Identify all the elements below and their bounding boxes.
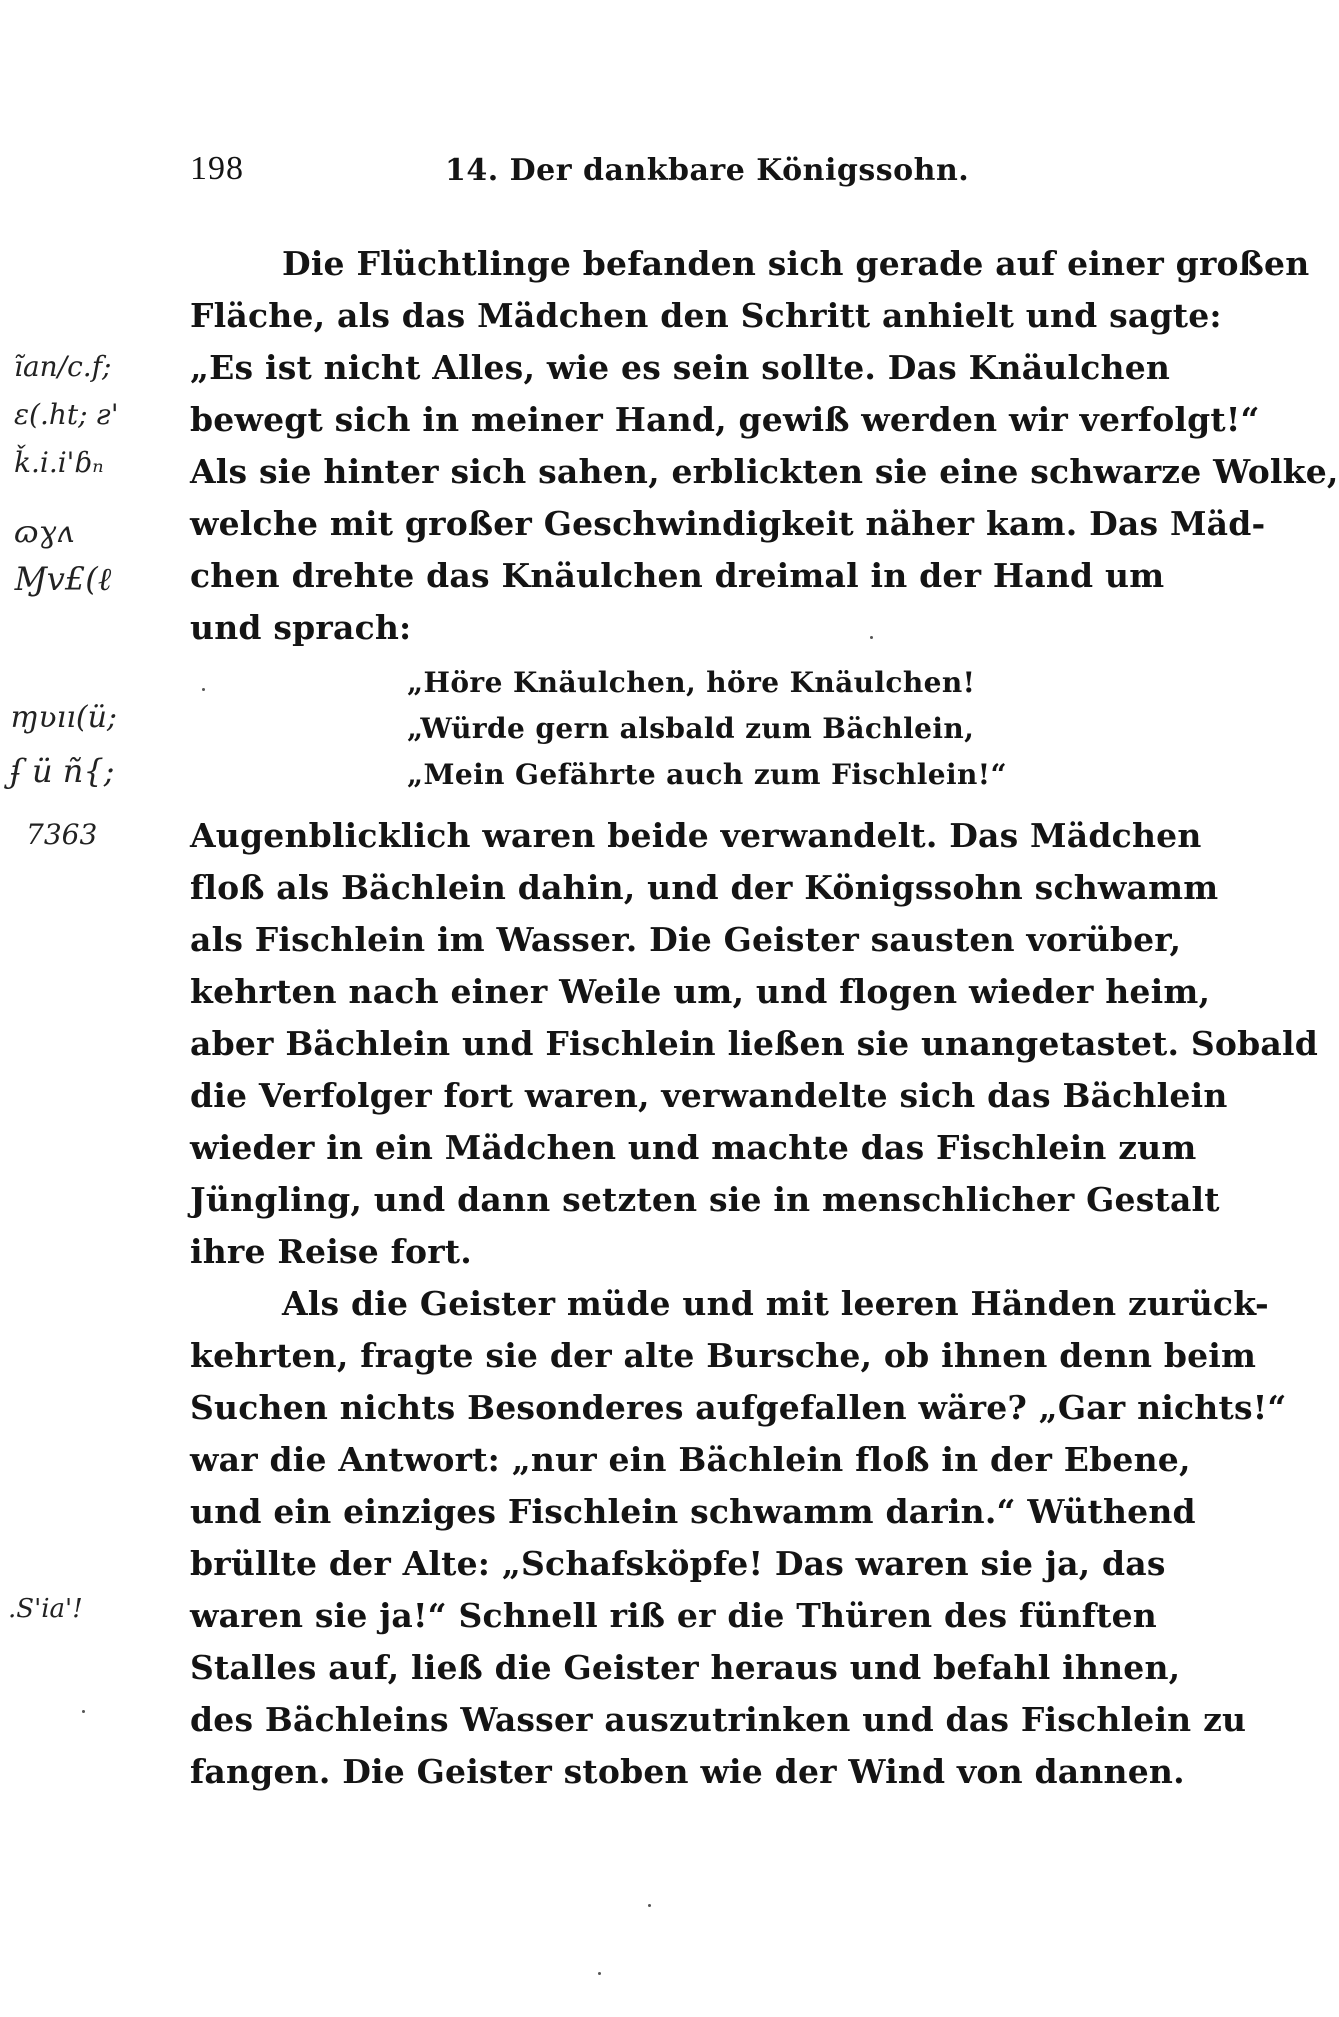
text-line: Als die Geister müde und mit leeren Händen zurück-	[282, 1284, 1269, 1323]
handwritten-note: Ɱv£(ℓ	[14, 560, 112, 598]
text-line: „Es ist nicht Alles, wie es sein sollte. Das Knäulchen	[190, 348, 1171, 387]
handwritten-note: ǩ.i.i'ɓₙ	[14, 446, 104, 479]
text-line: ihre Reise fort.	[190, 1232, 472, 1271]
text-line: Die Flüchtlinge befanden sich gerade auf einer großen	[282, 244, 1310, 283]
verse-line: „Höre Knäulchen, höre Knäulchen!	[407, 666, 976, 699]
page-speck	[870, 636, 873, 639]
text-line: Stalles auf, ließ die Geister heraus und befahl ihnen,	[190, 1648, 1181, 1687]
handwritten-note: 7363	[26, 818, 98, 851]
text-line: und sprach:	[190, 608, 412, 647]
handwritten-note: ɱʋıı(ü;	[10, 700, 118, 735]
text-line: und ein einziges Fischlein schwamm darin.“ Wüthend	[190, 1492, 1196, 1531]
handwritten-note: ɛ(.ht; ƨ'	[14, 398, 119, 431]
verse-line: „Mein Gefährte auch zum Fischlein!“	[407, 758, 1007, 791]
text-line: kehrten nach einer Weile um, und flogen wieder heim,	[190, 972, 1211, 1011]
verse-line: „Würde gern alsbald zum Bächlein,	[407, 712, 975, 745]
text-line: floß als Bächlein dahin, und der Königssohn schwamm	[190, 868, 1219, 907]
page-number: 198	[190, 150, 244, 187]
text-line: war die Antwort: „nur ein Bächlein floß in der Ebene,	[190, 1440, 1191, 1479]
text-line: waren sie ja!“ Schnell riß er die Thüren des fünften	[190, 1596, 1157, 1635]
running-title: 14. Der dankbare Königssohn.	[445, 153, 970, 188]
text-line: wieder in ein Mädchen und machte das Fischlein zum	[190, 1128, 1197, 1167]
handwritten-note: ĩan/c.f;	[14, 350, 112, 383]
page-speck	[598, 1972, 601, 1975]
handwritten-note: ɷɣʌ	[14, 515, 74, 550]
text-line: aber Bächlein und Fischlein ließen sie unangetastet. Sobald	[190, 1024, 1318, 1063]
page-header	[190, 150, 1130, 200]
text-line: chen drehte das Knäulchen dreimal in der Hand um	[190, 556, 1165, 595]
page-speck	[648, 1904, 651, 1907]
handwritten-note: ʄ ü ñ{;	[10, 752, 115, 790]
text-line: Fläche, als das Mädchen den Schritt anhielt und sagte:	[190, 296, 1222, 335]
text-line: welche mit großer Geschwindigkeit näher kam. Das Mäd-	[190, 504, 1266, 543]
text-line: Augenblicklich waren beide verwandelt. Das Mädchen	[190, 816, 1202, 855]
text-line: Jüngling, und dann setzten sie in menschlicher Gestalt	[190, 1180, 1220, 1219]
text-line: als Fischlein im Wasser. Die Geister sausten vorüber,	[190, 920, 1182, 959]
text-line: bewegt sich in meiner Hand, gewiß werden wir verfolgt!“	[190, 400, 1260, 439]
text-line: fangen. Die Geister stoben wie der Wind von dannen.	[190, 1752, 1185, 1791]
text-line: brüllte der Alte: „Schafsköpfe! Das waren sie ja, das	[190, 1544, 1166, 1583]
handwritten-note: .S'ia'!	[8, 1594, 83, 1624]
text-line: des Bächleins Wasser auszutrinken und das Fischlein zu	[190, 1700, 1247, 1739]
text-line: die Verfolger fort waren, verwandelte sich das Bächlein	[190, 1076, 1228, 1115]
text-line: kehrten, fragte sie der alte Bursche, ob ihnen denn beim	[190, 1336, 1257, 1375]
text-line: Suchen nichts Besonderes aufgefallen wäre? „Gar nichts!“	[190, 1388, 1287, 1427]
text-line: Als sie hinter sich sahen, erblickten sie eine schwarze Wolke,	[190, 452, 1339, 491]
page-speck	[82, 1710, 85, 1713]
page-speck	[202, 688, 205, 691]
